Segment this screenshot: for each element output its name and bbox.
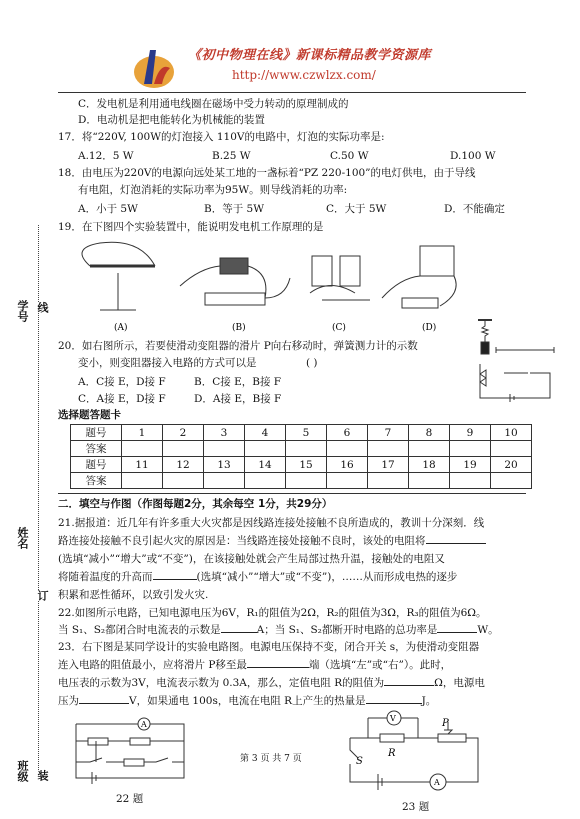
qnum-cell: 9 (450, 425, 491, 441)
q18-option-c: C．大于 5W (326, 203, 387, 215)
row-label-number: 题号 (71, 457, 122, 473)
q22-figure-caption: 22 题 (116, 793, 144, 805)
answer-cell[interactable] (122, 473, 163, 489)
svg-text:A: A (141, 720, 147, 729)
q17-option-b: B.25 W (212, 150, 251, 162)
qnum-cell: 2 (163, 425, 204, 441)
q19-figure-drawing (70, 238, 470, 333)
q22-circuit-figure (72, 716, 192, 786)
answer-card-row-ans1 (71, 441, 532, 457)
q17-text: 17．将“220V, 100W的灯泡接入 110V的电路中，灯泡的实际功率是: (58, 131, 385, 143)
q23-line4-text-c: J。 (421, 695, 437, 707)
fig19-label-c: (C) (332, 323, 346, 333)
answer-cell[interactable] (286, 441, 327, 457)
qnum-cell: 13 (204, 457, 245, 473)
q21-line2 (58, 534, 486, 548)
q20-option-d: D．A接 E，B接 F (194, 393, 282, 405)
q21-blank-2[interactable] (153, 579, 197, 580)
margin-student-number: 学号 (16, 300, 29, 322)
answer-cell[interactable] (245, 473, 286, 489)
answer-cell[interactable] (409, 441, 450, 457)
header-rule (58, 92, 526, 93)
q23-line4-text-a: 压为 (58, 695, 79, 707)
q18-line1: 18．由电压为220V的电源向远处某工地的一盏标着“PZ 220-100”的电灯供电，由于导线 (58, 167, 476, 179)
qnum-cell: 19 (450, 457, 491, 473)
svg-text:P: P (442, 718, 449, 729)
answer-cell[interactable] (368, 441, 409, 457)
q17-option-c: C.50 W (330, 150, 369, 162)
qnum-cell: 10 (491, 425, 532, 441)
margin-name: 姓名 (16, 527, 29, 549)
q23-line4 (58, 694, 436, 708)
qnum-cell: 3 (204, 425, 245, 441)
q20-figure-drawing (470, 318, 560, 408)
q21-line2-text: 路连接处接触不良引起火灾的原因是：当线路连接处接触不良时，该处的电阻将 (58, 535, 426, 547)
row-label-number: 题号 (71, 425, 122, 441)
answer-cell[interactable] (327, 473, 368, 489)
q18-option-d: D．不能确定 (444, 203, 505, 215)
option-c-line: C．发电机是利用通电线圈在磁场中受力转动的原理制成的 (78, 98, 349, 110)
qnum-cell: 17 (368, 457, 409, 473)
answer-cell[interactable] (122, 441, 163, 457)
q22-line2 (58, 623, 499, 637)
qnum-cell: 15 (286, 457, 327, 473)
q22-line1: 22.如图所示电路，已知电源电压为6V，R₁的阻值为2Ω，R₂的阻值为3Ω，R₃的阻值为6Ω。 (58, 607, 487, 619)
row-label-answer: 答案 (71, 441, 122, 457)
q23-line3 (58, 676, 485, 690)
q22-line2-text-b: A；当 S₁、S₂都断开时电路的总功率是 (256, 624, 438, 636)
q18-option-a: A．小于 5W (78, 203, 138, 215)
q20-figure (470, 318, 560, 408)
qnum-cell: 5 (286, 425, 327, 441)
answer-card-title: 选择题答题卡 (58, 409, 121, 421)
q20-line1: 20．如右图所示，若要使滑动变阻器的滑片 P向右移动时，弹簧测力计的示数 (58, 340, 418, 352)
fig19-label-b: (B) (232, 323, 246, 333)
q23-line4-text-b: V，如果通电 100s，电流在电阻 R上产生的热量是 (129, 695, 366, 707)
answer-card-row-num1 (71, 425, 532, 441)
svg-text:A: A (434, 778, 440, 787)
section-divider (58, 493, 526, 494)
q22-blank-1[interactable] (221, 632, 257, 633)
svg-text:V: V (390, 714, 396, 723)
answer-cell[interactable] (245, 441, 286, 457)
qnum-cell: 4 (245, 425, 286, 441)
q23-line1: 23．右下图是某同学设计的实验电路图。电源电压保持不变，闭合开关 s，为使滑动变阻器 (58, 641, 480, 653)
margin-line-mark: 线 (36, 302, 49, 313)
q22-line2-text-a: 当 S₁、S₂都闭合时电流表的示数是 (58, 624, 221, 636)
margin-class: 班级 (16, 760, 29, 782)
qnum-cell: 16 (327, 457, 368, 473)
q23-circuit-drawing (338, 708, 488, 796)
q19-figure (70, 238, 470, 333)
answer-card (70, 424, 532, 489)
qnum-cell: 12 (163, 457, 204, 473)
answer-cell[interactable] (409, 473, 450, 489)
q22-line2-text-c: W。 (477, 624, 499, 636)
q21-line4-text-b: (选填“减小”“增大”或“不变”)，……从而形成电热的逐步 (196, 571, 458, 583)
q23-line3-text-a: 电压表的示数为3V，电流表示数为 0.3A，那么，定值电阻 R的阻值为 (58, 677, 385, 689)
section2-heading: 二．填空与作图（作图每题2分，其余每空 1分，共29分） (58, 498, 333, 510)
q17-option-d: D.100 W (450, 150, 496, 162)
q23-line2 (58, 658, 451, 672)
q23-figure-caption: 23 题 (402, 801, 430, 813)
header-title: 《初中物理在线》新课标精品教学资源库 (188, 48, 432, 63)
answer-cell[interactable] (163, 473, 204, 489)
answer-card-table (70, 424, 532, 489)
answer-cell[interactable] (491, 473, 532, 489)
answer-cell[interactable] (163, 441, 204, 457)
qnum-cell: 18 (409, 457, 450, 473)
q21-line4-text-a: 将随着温度的升高而 (58, 571, 153, 583)
q23-line2-text-b: 端（选填“左”或“右”）。此时， (308, 659, 452, 671)
qnum-cell: 7 (368, 425, 409, 441)
q19-text: 19．在下图四个实验装置中，能说明发电机工作原理的是 (58, 221, 324, 233)
q23-blank-2[interactable] (384, 685, 434, 686)
q20-option-a: A．C接 E，D接 F (78, 376, 166, 388)
q18-option-b: B．等于 5W (204, 203, 265, 215)
q23-blank-1[interactable] (247, 667, 309, 668)
fig19-label-a: (A) (114, 323, 128, 333)
q18-line2: 有电阻，灯泡消耗的实际功率为95W。则导线消耗的功率: (78, 184, 348, 196)
answer-cell[interactable] (450, 473, 491, 489)
qnum-cell: 8 (409, 425, 450, 441)
qnum-cell: 20 (491, 457, 532, 473)
answer-cell[interactable] (327, 441, 368, 457)
q23-blank-3[interactable] (79, 703, 129, 704)
answer-cell[interactable] (286, 473, 327, 489)
q21-line5: 积累和恶性循环，以致引发火灾. (58, 589, 209, 601)
q20-option-b: B．C接 E，B接 F (194, 376, 282, 388)
header-url[interactable]: http://www.czwlzx.com/ (232, 68, 376, 82)
fig19-label-d: (D) (422, 323, 437, 333)
q21-line3: (选填“减小”“增大”或“不变”)，在该接触处就会产生局部过热升温，接触处的电阻又 (58, 553, 445, 565)
q22-circuit-drawing (72, 716, 192, 786)
qnum-cell: 1 (122, 425, 163, 441)
answer-cell[interactable] (491, 441, 532, 457)
q23-circuit-figure (338, 708, 488, 796)
qnum-cell: 14 (245, 457, 286, 473)
answer-card-row-ans2 (71, 473, 532, 489)
answer-card-row-num2 (71, 457, 532, 473)
q20-answer-paren: ( ) (306, 357, 318, 369)
row-label-answer: 答案 (71, 473, 122, 489)
page-footer: 第 3 页 共 7 页 (240, 754, 302, 764)
q20-option-c: C．A接 E，D接 F (78, 393, 166, 405)
answer-cell[interactable] (450, 441, 491, 457)
svg-text:R: R (388, 748, 396, 759)
svg-text:S: S (356, 756, 363, 767)
q23-line2-text-a: 连入电路的阻值最小，应将滑片 P移至最 (58, 659, 247, 671)
q17-option-a: A.12．5 W (78, 150, 134, 162)
q21-line1: 21.据报道：近几年有许多重大火灾都是因线路连接处接触不良所造成的，教训十分深刻．线 (58, 517, 485, 529)
q21-line4 (58, 570, 457, 584)
q23-blank-4[interactable] (366, 703, 422, 704)
margin-staple-mark: 订 (36, 590, 49, 601)
margin-bind-mark: 装 (36, 770, 49, 781)
q20-line2: 变小，则变阻器接入电路的方式可以是 (78, 357, 257, 369)
q21-blank-1[interactable] (426, 543, 486, 544)
q23-line3-text-b: Ω，电源电 (434, 677, 485, 689)
option-d-line: D．电动机是把电能转化为机械能的装置 (78, 114, 265, 126)
q22-blank-2[interactable] (437, 632, 477, 633)
qnum-cell: 6 (327, 425, 368, 441)
answer-cell[interactable] (204, 441, 245, 457)
answer-cell[interactable] (204, 473, 245, 489)
answer-cell[interactable] (368, 473, 409, 489)
qnum-cell: 11 (122, 457, 163, 473)
